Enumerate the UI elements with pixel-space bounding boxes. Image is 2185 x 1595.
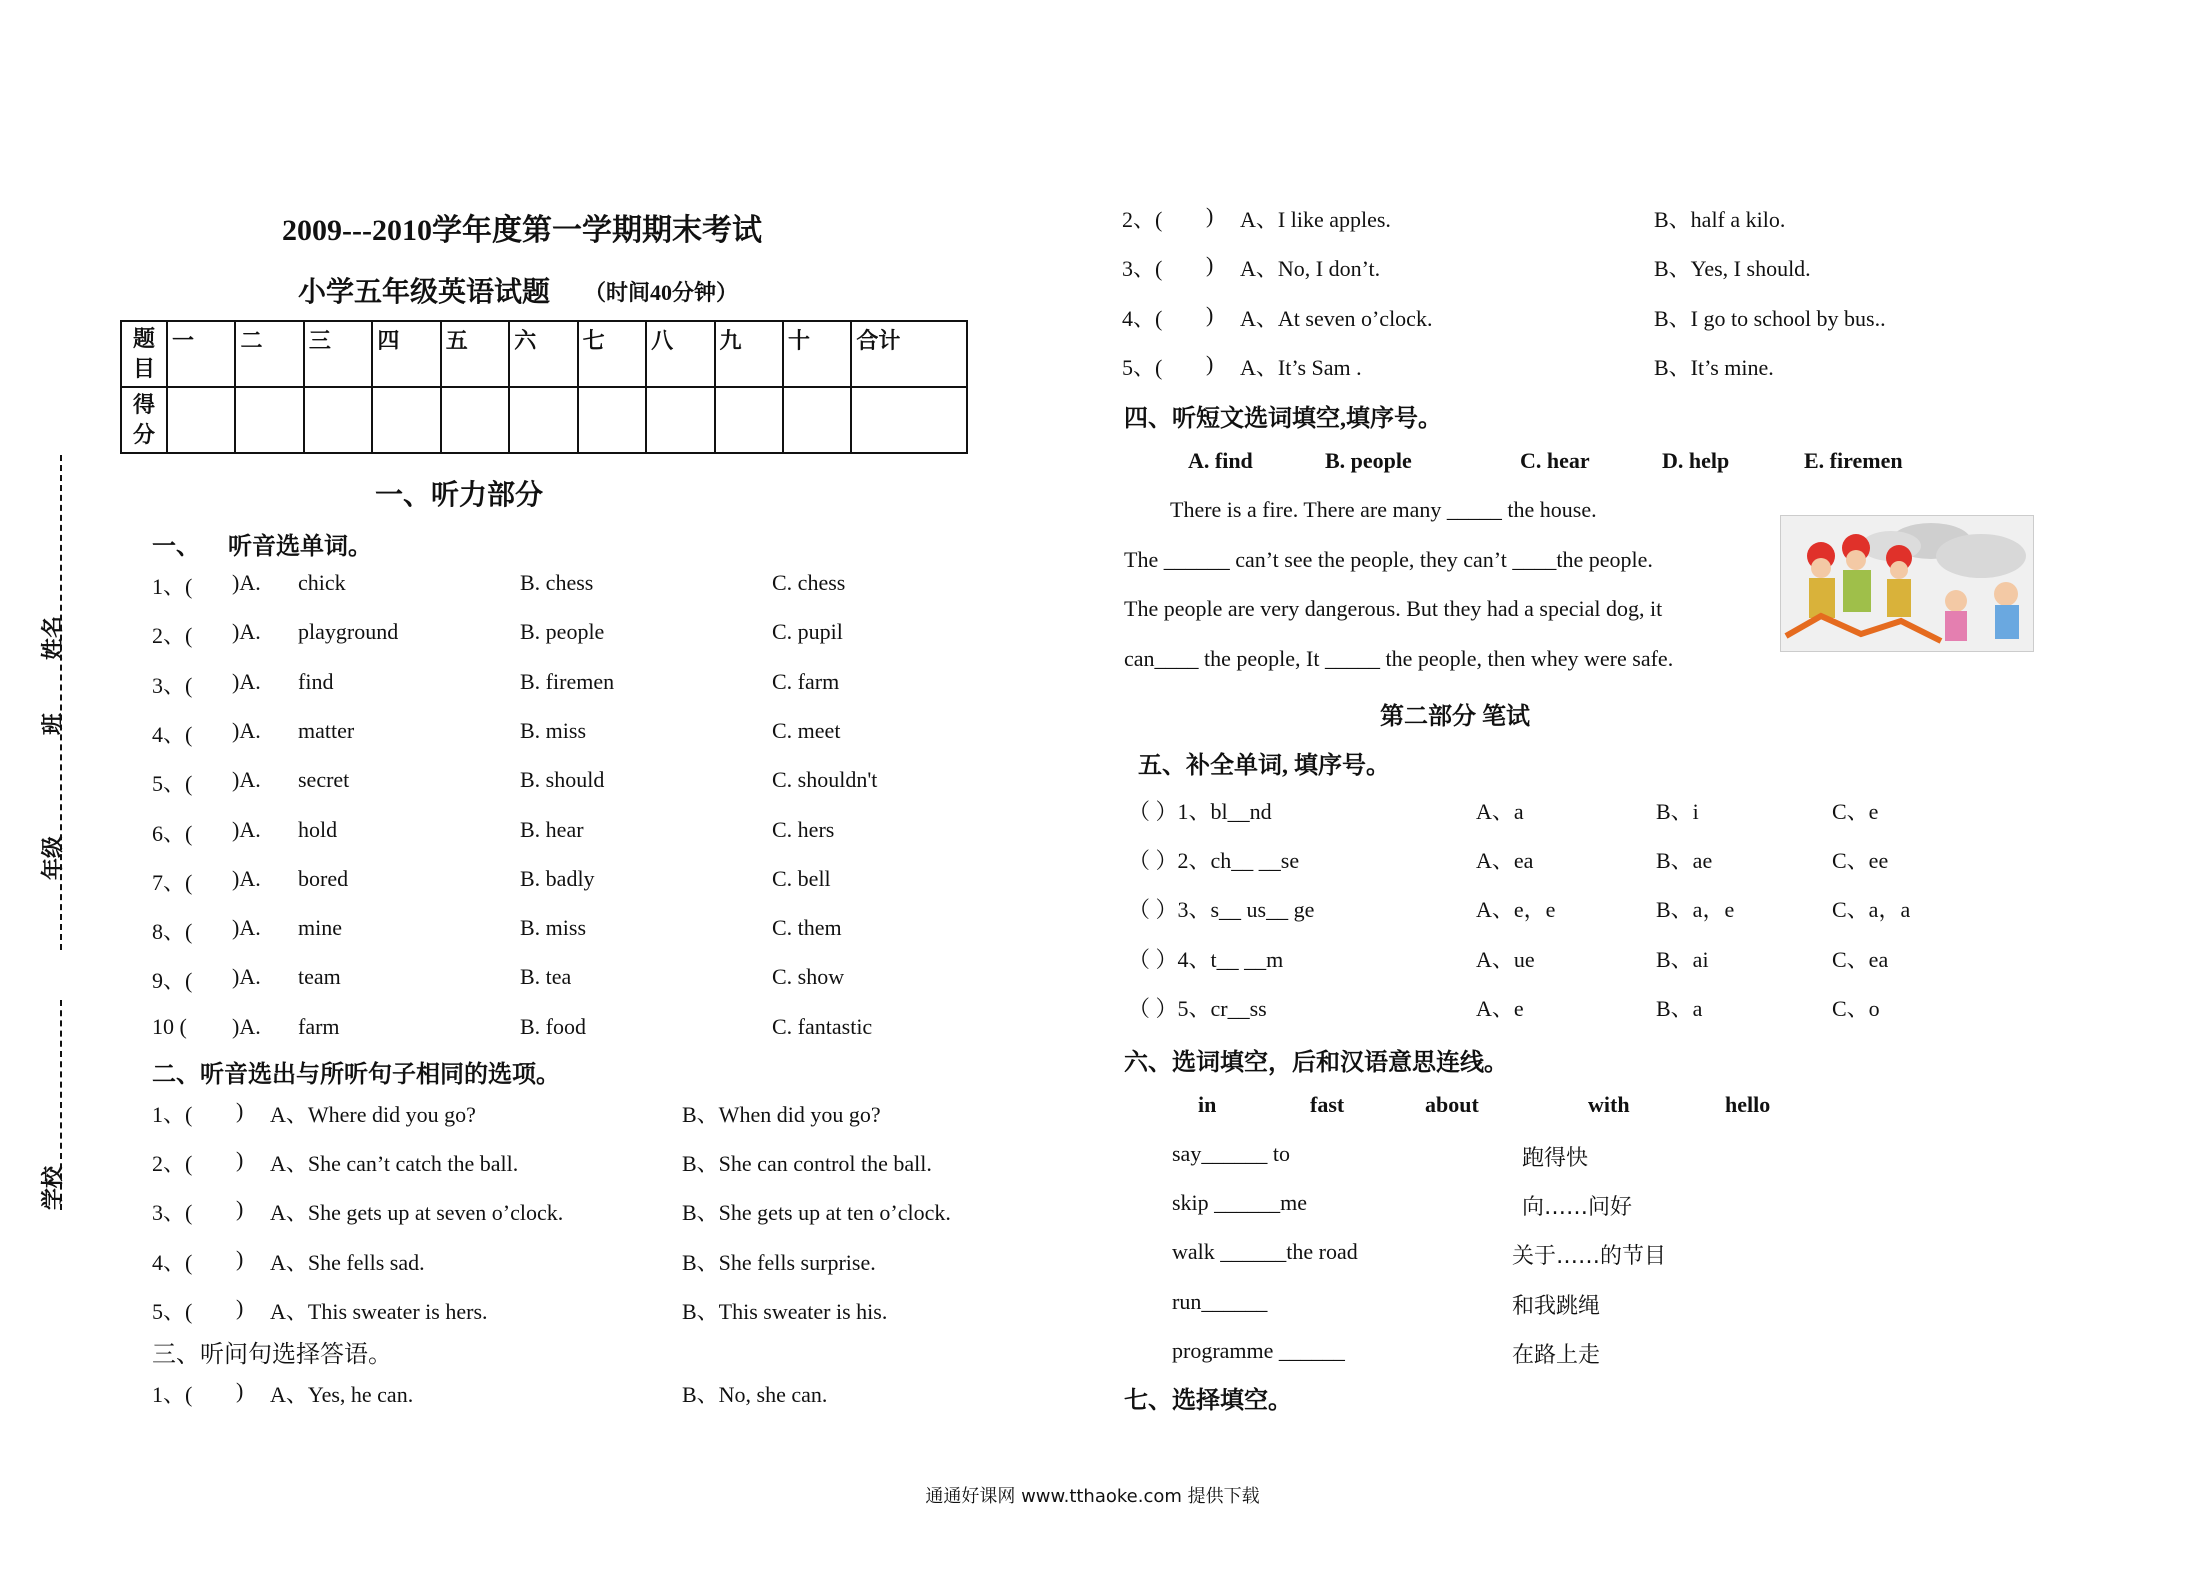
s6-word: in	[1198, 1092, 1217, 1117]
s3-option-b: B、I go to school by bus..	[1654, 305, 1886, 331]
s2-option-b: B、She gets up at ten o’clock.	[682, 1200, 951, 1226]
s1-option-a: playground	[298, 619, 399, 645]
part1-title: 一、听力部分	[375, 480, 544, 511]
s1-item-number: 9、(	[152, 968, 193, 994]
score-cell[interactable]	[851, 387, 967, 453]
s2-option-b: B、She can control the ball.	[682, 1151, 932, 1177]
s3-option-b: B、half a kilo.	[1654, 207, 1786, 232]
s6-word: about	[1425, 1092, 1479, 1117]
s1-option-c: C. them	[772, 915, 842, 941]
s1-option-b: B. miss	[520, 717, 587, 743]
s2-item-number: 4、(	[152, 1249, 193, 1275]
s5-question[interactable]: （ ）3、s__ us__ ge	[1128, 897, 1315, 923]
s5-question[interactable]: （ ）5、cr__ss	[1128, 995, 1267, 1021]
s1-option-a: find	[298, 668, 334, 694]
s1-answer-paren[interactable]: )A.	[232, 1013, 261, 1039]
score-header: 三	[304, 321, 372, 387]
s3-item-number: 5、(	[1122, 354, 1163, 380]
score-table	[120, 320, 968, 454]
s1-option-a: hold	[298, 816, 338, 842]
s5-option-a: A、a	[1476, 799, 1524, 824]
s3-item-number: 4、(	[1122, 305, 1163, 331]
s1-heading: 听音选单词。	[228, 534, 372, 560]
s1-answer-paren[interactable]: )A.	[232, 570, 261, 595]
s2-answer-paren[interactable]: )	[236, 1196, 244, 1222]
s2-option-b: B、This sweater is his.	[682, 1298, 888, 1324]
s1-item-number: 8、(	[152, 919, 193, 945]
score-header: 六	[509, 321, 577, 387]
s5-option-c: C、ee	[1832, 848, 1889, 874]
s6-word: fast	[1310, 1092, 1345, 1117]
s5-option-c: C、ea	[1832, 946, 1889, 972]
score-header: 七	[578, 321, 646, 387]
s1-heading-num: 一、	[152, 534, 200, 560]
s3-option-a: A、Yes, he can.	[270, 1382, 414, 1407]
s1-option-c: C. shouldn't	[772, 767, 878, 793]
s3-option-b: B、No, she can.	[682, 1382, 828, 1407]
s2-item-number: 1、(	[152, 1102, 193, 1127]
s1-option-a: secret	[298, 767, 350, 793]
score-header: 十	[783, 321, 851, 387]
score-cell[interactable]	[235, 387, 303, 453]
s1-item-number: 10 (	[152, 1013, 187, 1039]
score-cell[interactable]	[646, 387, 714, 453]
s4-option-a: A. find	[1188, 448, 1253, 473]
s3-option-a: A、I like apples.	[1240, 207, 1391, 232]
score-header: 九	[715, 321, 783, 387]
s1-option-a: team	[298, 964, 341, 990]
s6-phrase[interactable]: programme ______	[1172, 1337, 1345, 1363]
exam-title: 2009---2010学年度第一学期期末考试	[282, 214, 762, 247]
s4-option-d: D. help	[1662, 448, 1730, 473]
s7-heading: 七、选择填空。	[1124, 1388, 1292, 1414]
score-header: 合计	[851, 321, 967, 387]
s6-word: with	[1588, 1092, 1630, 1117]
score-cell[interactable]	[167, 387, 235, 453]
s1-option-c: C. show	[772, 964, 845, 990]
s5-option-b: B、a，e	[1656, 897, 1735, 923]
s3-option-a: A、No, I don’t.	[1240, 256, 1381, 282]
s2-item-number: 5、(	[152, 1298, 193, 1324]
s3-option-a: A、At seven o’clock.	[1240, 305, 1433, 331]
s5-option-a: A、e	[1476, 995, 1524, 1021]
score-cell[interactable]	[441, 387, 509, 453]
s1-option-c: C. hers	[772, 816, 835, 842]
s4-option-b: B. people	[1325, 448, 1412, 473]
score-header: 八	[646, 321, 714, 387]
s6-phrase[interactable]: say______ to	[1172, 1141, 1290, 1166]
part2-title: 第二部分 笔试	[1380, 704, 1530, 730]
s4-line: The ______ can’t see the people, they can’t ____the people.	[1124, 547, 1653, 572]
s2-option-a: A、She gets up at seven o’clock.	[270, 1200, 564, 1226]
s1-option-b: B. should	[520, 767, 605, 793]
s3-answer-paren[interactable]: )	[1206, 252, 1214, 278]
s6-word: hello	[1725, 1092, 1771, 1117]
s1-answer-paren[interactable]: )A.	[232, 915, 261, 941]
s1-item-number: 4、(	[152, 721, 193, 747]
margin-grade-label: 年级	[40, 835, 65, 880]
s5-option-b: B、ae	[1656, 848, 1713, 874]
s3-option-b: B、Yes, I should.	[1654, 256, 1811, 282]
score-header: 五	[441, 321, 509, 387]
s4-line: There is a fire. There are many _____ the house.	[1170, 497, 1597, 522]
score-header: 四	[372, 321, 440, 387]
score-header: 一	[167, 321, 235, 387]
firemen-illustration-svg	[1781, 516, 2033, 651]
s1-answer-paren[interactable]: )A.	[232, 964, 261, 990]
s6-meaning[interactable]: 在路上走	[1512, 1342, 1601, 1368]
row-label-item: 题目	[121, 321, 167, 387]
score-cell[interactable]	[372, 387, 440, 453]
s1-item-number: 3、(	[152, 672, 193, 698]
s6-meaning[interactable]: 跑得快	[1522, 1146, 1589, 1171]
s6-heading: 六、选词填空，后和汉语意思连线。	[1124, 1050, 1508, 1076]
s2-option-a: A、She can’t catch the ball.	[270, 1151, 519, 1177]
s2-heading: 二、听音选出与所听句子相同的选项。	[152, 1062, 560, 1088]
s3-item-number: 3、(	[1122, 256, 1163, 282]
s4-option-c: C. hear	[1520, 448, 1590, 473]
score-header: 二	[235, 321, 303, 387]
s2-option-b: B、She fells surprise.	[682, 1249, 876, 1275]
s3-heading: 三、听问句选择答语。	[152, 1342, 392, 1368]
s1-option-c: C. pupil	[772, 619, 843, 645]
s2-option-a: A、She fells sad.	[270, 1249, 425, 1275]
s1-option-c: C. farm	[772, 668, 840, 694]
s1-option-a: chick	[298, 570, 346, 595]
exam-subtitle: 小学五年级英语试题	[298, 277, 551, 308]
s1-item-number: 2、(	[152, 623, 193, 649]
row-label-score: 得分	[121, 387, 167, 453]
score-cell[interactable]	[715, 387, 783, 453]
s2-option-b: B、When did you go?	[682, 1102, 881, 1127]
s1-option-c: C. bell	[772, 865, 831, 891]
s6-phrase[interactable]: walk ______the road	[1172, 1239, 1358, 1265]
s2-answer-paren[interactable]: )	[236, 1245, 244, 1271]
s3-answer-paren[interactable]: )	[236, 1378, 244, 1403]
margin-school-label: 学校	[40, 1165, 65, 1210]
s1-option-b: B. chess	[520, 570, 594, 595]
s1-option-b: B. badly	[520, 865, 595, 891]
s2-option-a: A、Where did you go?	[270, 1102, 476, 1127]
score-cell[interactable]	[509, 387, 577, 453]
s1-option-b: B. food	[520, 1013, 586, 1039]
s1-option-a: mine	[298, 915, 342, 941]
s1-answer-paren[interactable]: )A.	[232, 816, 261, 842]
s2-answer-paren[interactable]: )	[236, 1294, 244, 1320]
s1-answer-paren[interactable]: )A.	[232, 865, 261, 891]
s1-option-a: farm	[298, 1013, 340, 1039]
s5-option-c: C、a，a	[1832, 897, 1911, 923]
s1-answer-paren[interactable]: )A.	[232, 619, 261, 645]
margin-name-label: 姓名	[40, 615, 65, 660]
s3-option-a: A、It’s Sam .	[1240, 354, 1362, 380]
time-note: （时间40分钟）	[584, 280, 739, 305]
s3-answer-paren[interactable]: )	[1206, 350, 1214, 376]
s1-option-a: matter	[298, 717, 355, 743]
margin-class-label: 班	[40, 712, 65, 735]
s1-option-a: bored	[298, 865, 349, 891]
footer-text: 通通好课网 www.tthaoke.com 提供下载	[925, 1486, 1260, 1507]
s5-question[interactable]: （ ）4、t__ __m	[1128, 946, 1284, 972]
s1-item-number: 1、(	[152, 574, 193, 599]
s1-option-c: C. fantastic	[772, 1013, 873, 1039]
s1-answer-paren[interactable]: )A.	[232, 767, 261, 793]
s5-option-a: A、e，e	[1476, 897, 1556, 923]
s2-item-number: 2、(	[152, 1151, 193, 1177]
s6-phrase[interactable]: run______	[1172, 1288, 1268, 1314]
s1-item-number: 6、(	[152, 820, 193, 846]
s4-line: can____ the people, It _____ the people, then whey were safe.	[1124, 646, 1674, 671]
s2-answer-paren[interactable]: )	[236, 1147, 244, 1173]
s6-meaning[interactable]: 和我跳绳	[1512, 1293, 1601, 1319]
s5-question[interactable]: （ ）1、bl__nd	[1128, 799, 1272, 824]
s3-option-b: B、It’s mine.	[1654, 354, 1774, 380]
score-cell[interactable]	[783, 387, 851, 453]
s2-item-number: 3、(	[152, 1200, 193, 1226]
s5-option-b: B、i	[1656, 799, 1699, 824]
s5-option-c: C、e	[1832, 799, 1879, 824]
s1-item-number: 5、(	[152, 771, 193, 797]
s1-option-b: B. miss	[520, 915, 587, 941]
s3-item-number: 2、(	[1122, 207, 1163, 232]
s5-option-b: B、a	[1656, 995, 1703, 1021]
s1-option-b: B. people	[520, 619, 605, 645]
s5-option-a: A、ea	[1476, 848, 1534, 874]
s1-option-c: C. meet	[772, 717, 841, 743]
s1-item-number: 7、(	[152, 869, 193, 895]
s1-option-b: B. hear	[520, 816, 584, 842]
s4-heading: 四、听短文选词填空,填序号。	[1124, 406, 1442, 432]
s1-option-c: C. chess	[772, 570, 846, 595]
s1-option-b: B. tea	[520, 964, 572, 990]
s6-meaning[interactable]: 关于……的节目	[1512, 1244, 1667, 1270]
s2-answer-paren[interactable]: )	[236, 1098, 244, 1123]
s6-phrase[interactable]: skip ______me	[1172, 1190, 1308, 1216]
s3-item-number: 1、(	[152, 1382, 193, 1407]
s5-question[interactable]: （ ）2、ch__ __se	[1128, 848, 1300, 874]
s5-heading: 五、补全单词, 填序号。	[1138, 753, 1390, 779]
s5-option-c: C、o	[1832, 995, 1880, 1021]
s6-meaning[interactable]: 向……问好	[1522, 1195, 1633, 1221]
s4-option-e: E. firemen	[1804, 448, 1903, 473]
s5-option-a: A、ue	[1476, 946, 1535, 972]
s5-option-b: B、ai	[1656, 946, 1709, 972]
score-cell[interactable]	[304, 387, 372, 453]
s4-line: The people are very dangerous. But they had a special dog, it	[1124, 596, 1663, 621]
score-cell[interactable]	[578, 387, 646, 453]
s3-answer-paren[interactable]: )	[1206, 301, 1214, 327]
s1-answer-paren[interactable]: )A.	[232, 668, 261, 694]
firemen-illustration	[1780, 515, 2034, 652]
s1-option-b: B. firemen	[520, 668, 615, 694]
s3-answer-paren[interactable]: )	[1206, 203, 1214, 228]
s2-option-a: A、This sweater is hers.	[270, 1298, 488, 1324]
s1-answer-paren[interactable]: )A.	[232, 717, 261, 743]
